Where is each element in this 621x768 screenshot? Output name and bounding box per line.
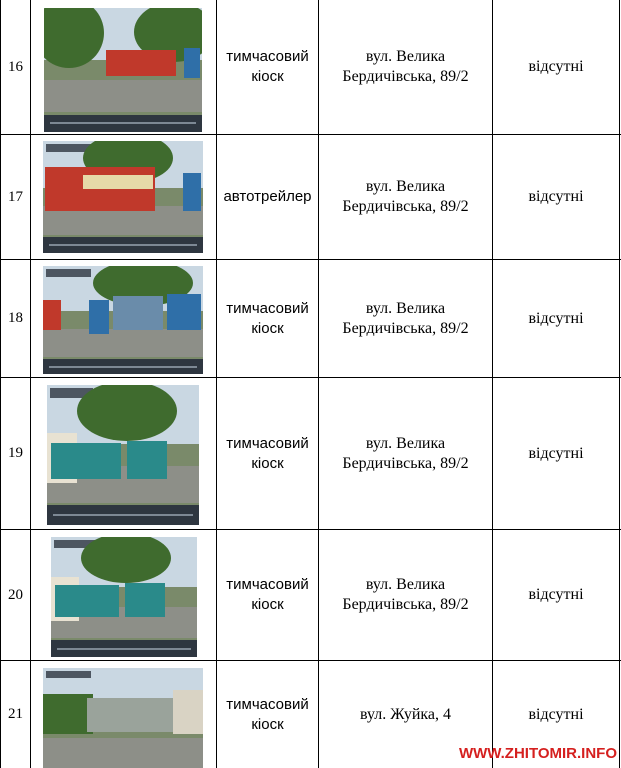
site-watermark: WWW.ZHITOMIR.INFO <box>458 745 617 762</box>
photo-cell <box>30 260 216 377</box>
table-row <box>0 530 621 660</box>
object-type: автотрейлер <box>216 135 318 259</box>
street-photo <box>43 266 203 374</box>
row-number: 18 <box>0 260 30 377</box>
street-photo <box>44 8 202 132</box>
object-type: тимчасовий кіоск <box>216 378 318 529</box>
permit-status: відсутні <box>492 260 620 377</box>
address: вул. Велика Бердичівська, 89/2 <box>318 0 492 134</box>
street-photo <box>47 385 199 525</box>
address: вул. Велика Бердичівська, 89/2 <box>318 530 492 660</box>
object-type: тимчасовий кіоск <box>216 0 318 134</box>
row-number: 17 <box>0 135 30 259</box>
permit-status: відсутні <box>492 661 620 768</box>
address: вул. Велика Бердичівська, 89/2 <box>318 378 492 529</box>
street-photo <box>51 537 197 657</box>
street-photo <box>43 141 203 253</box>
row-number: 19 <box>0 378 30 529</box>
address: вул. Велика Бердичівська, 89/2 <box>318 135 492 259</box>
photo-cell <box>30 0 216 134</box>
permit-status: відсутні <box>492 135 620 259</box>
permit-status: відсутні <box>492 0 620 134</box>
photo-cell <box>30 378 216 529</box>
table-row <box>0 378 621 529</box>
object-type: тимчасовий кіоск <box>216 661 318 768</box>
permit-status: відсутні <box>492 530 620 660</box>
permit-status: відсутні <box>492 378 620 529</box>
table-row <box>0 135 621 259</box>
object-type: тимчасовий кіоск <box>216 260 318 377</box>
row-number: 20 <box>0 530 30 660</box>
photo-cell <box>30 661 216 768</box>
photo-cell <box>30 135 216 259</box>
table-row <box>0 0 621 134</box>
object-type: тимчасовий кіоск <box>216 530 318 660</box>
address: вул. Жуйка, 4 <box>318 661 492 768</box>
row-number: 16 <box>0 0 30 134</box>
table-row <box>0 260 621 377</box>
row-number: 21 <box>0 661 30 768</box>
photo-cell <box>30 530 216 660</box>
address: вул. Велика Бердичівська, 89/2 <box>318 260 492 377</box>
street-photo <box>43 668 203 768</box>
